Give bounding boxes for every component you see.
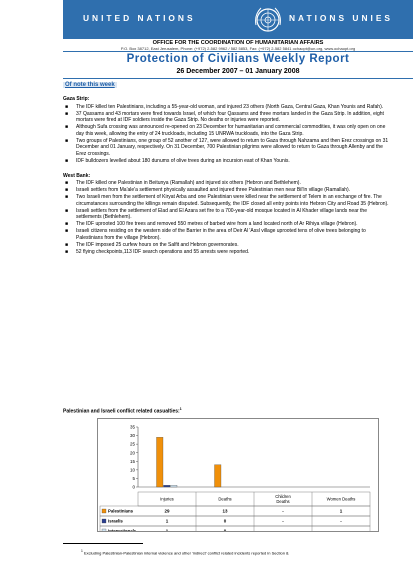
data-label: 1 xyxy=(165,528,169,531)
list-item: ■ The IDF imposed 25 curfew hours on the Salfit and Hebron governorates. xyxy=(65,241,239,248)
legend-swatch xyxy=(102,529,106,531)
list-item: ■ Although Sufa crossing was announced re-opened on 23 December for humanitarian and commercial commodities, it was only open on one day this week, allowing the entry of 24 truckloads, including 15 UNRWA truckloads, into the Gaza Strip. xyxy=(65,124,386,137)
bullet-icon: ■ xyxy=(65,207,69,214)
table-row xyxy=(100,516,370,526)
footnote xyxy=(81,549,411,555)
report-body xyxy=(63,96,389,263)
header-divider xyxy=(63,51,413,52)
bar xyxy=(164,485,171,487)
bullet-icon: ■ xyxy=(65,241,69,248)
westbank-bullet-list xyxy=(63,180,389,255)
office-address: P.O. Box 38712, East Jerusalem, Phone: (+972) 2-582 9962 / 582 5853, Fax: (+972) 2-582 5841 ochaopt@un.org, www.ochaopt.org xyxy=(120,46,356,51)
data-label: 0 xyxy=(223,518,227,524)
data-label: 0 xyxy=(223,528,227,531)
footnote-divider xyxy=(63,543,143,544)
footnote-mark: 1 xyxy=(81,549,83,553)
table-row xyxy=(100,526,370,531)
org-name-french: NATIONS UNIES xyxy=(289,13,393,23)
bullet-icon: ■ xyxy=(65,137,69,144)
org-name-english: UNITED NATIONS xyxy=(83,13,196,23)
list-item: ■ 52 flying checkpoints,113 IDF search operations and 55 arrests were reported. xyxy=(65,248,250,255)
y-tick-label: 20 xyxy=(129,450,135,456)
data-label: 29 xyxy=(164,508,170,514)
bar xyxy=(171,485,178,487)
y-tick-label: 0 xyxy=(132,484,135,490)
casualties-chart xyxy=(97,418,379,532)
data-label: 1 xyxy=(165,518,169,524)
legend-swatch xyxy=(102,509,106,513)
y-tick-label: 10 xyxy=(129,467,135,473)
bullet-icon: ■ xyxy=(65,103,69,110)
x-tick-label: Women Deaths xyxy=(326,496,356,502)
office-name: OFFICE FOR THE COORDINATION OF HUMANITARIAN AFFAIRS xyxy=(152,40,324,46)
list-item: ■ Two Israeli men from the settlement of Kiryat Arba and one Palestinian were killed near the settlement of Telem in an exchange of fire. The circumstances surrounding the killings remain disputed. Subsequently, the IDF closed all entry points into Hebron City and Road 35 (Hebron). xyxy=(65,194,389,207)
bullet-icon: ■ xyxy=(65,180,69,187)
bullet-icon: ■ xyxy=(65,110,69,117)
report-title: Protection of Civilians Weekly Report xyxy=(126,53,350,65)
legend-label: Palestinians xyxy=(108,508,134,514)
list-item: ■ The IDF uprooted 100 fire trees and removed 550 metres of barbed wire from a land located north of Ar Rihiya village (Hebron). xyxy=(65,221,358,228)
un-banner xyxy=(63,0,413,39)
data-label: - xyxy=(282,528,284,531)
list-item: ■ The IDF killed one Palestinian in Beitunya (Ramallah) and injured six others (Hebron and Bethlehem). xyxy=(65,180,301,187)
legend-label: Israelis xyxy=(108,518,123,524)
list-item: ■ Israeli citizens residing on the western side of the Barrier in the area of Deir Al 'Assl village uprooted tens of olive trees belonging to Palestinians from the village (Hebron). xyxy=(65,228,366,241)
x-tick-label: Deaths xyxy=(276,499,290,504)
un-emblem-icon xyxy=(251,3,285,37)
data-label: - xyxy=(340,518,342,524)
list-item: ■ Two groups of Palestinians, one group of 52 another of 127, were allowed to return to Gaza through Nahzama and then Erez crossings on 31 December and 01 January, respectively. On 31 December, 700 Palestinian pilgrims were allowed to return to Gaza through Allenby and the Erez crossings. xyxy=(65,137,389,157)
bullet-icon: ■ xyxy=(65,221,69,228)
data-label: - xyxy=(340,528,342,531)
bullet-icon: ■ xyxy=(65,194,69,201)
list-item: ■ 37 Qassams and 43 mortars were fired towards Israel, of which four Qassams and three mortars landed in the Gaza Strip. In addition, eight mortars were fired at IDF soldiers inside the Gaza Strip. No deaths or injuries were reported. xyxy=(65,110,384,124)
westbank-heading: West Bank: xyxy=(63,172,91,179)
x-tick-label: Injuries xyxy=(160,496,174,502)
bar xyxy=(215,465,222,487)
y-tick-label: 35 xyxy=(129,424,135,430)
y-tick-label: 15 xyxy=(129,458,135,464)
x-tick-label: Deaths xyxy=(218,496,232,502)
data-label: - xyxy=(282,518,284,524)
data-label: 13 xyxy=(222,508,228,514)
y-tick-label: 30 xyxy=(129,433,135,439)
chart-caption-footnote-mark: 1 xyxy=(179,407,182,411)
title-divider xyxy=(63,78,413,79)
bar xyxy=(157,437,164,487)
bullet-icon: ■ xyxy=(65,248,69,255)
bullet-icon: ■ xyxy=(65,187,69,194)
bullet-icon: ■ xyxy=(65,157,69,164)
bullet-icon: ■ xyxy=(65,228,69,235)
legend-swatch xyxy=(102,519,106,523)
report-dates: 26 December 2007 – 01 January 2008 xyxy=(176,68,300,75)
list-item: ■ The IDF killed ten Palestinians, including a 55-year-old woman, and injured 23 others (North Gaza, Central Gaza, Khan Younis and Rafah). xyxy=(65,103,384,110)
gaza-heading: Gaza Strip: xyxy=(63,96,90,102)
casualties-chart-svg xyxy=(98,419,378,531)
data-label: - xyxy=(282,508,284,514)
footnote-text: Excluding Palestinian-Palestinian internal violence and other 'indirect' conflict related incidents reported in Section 8. xyxy=(83,550,290,556)
list-item: ■ IDF bulldozers levelled about 180 dunums of olive trees during an incursion east of Khan Younis. xyxy=(65,157,290,164)
bullet-icon: ■ xyxy=(65,124,69,131)
legend-label: Internationals xyxy=(108,528,137,531)
x-tick-label: Children xyxy=(275,494,291,499)
list-item: ■ Israeli settlers from Ma'ale'a settlement physically assaulted and injured three Palestinian men near Bil'in village (Ramallah). xyxy=(65,187,351,194)
data-label: 1 xyxy=(339,508,343,514)
y-tick-label: 5 xyxy=(132,476,135,482)
chart-caption: Palestinian and Israeli conflict related casualties:$^1$ xyxy=(63,407,182,415)
table-row xyxy=(100,506,370,516)
gaza-bullet-list xyxy=(63,104,389,165)
section-label: Of note this week xyxy=(65,82,115,88)
y-tick-label: 25 xyxy=(129,441,135,447)
list-item: ■ Israeli settlers from the settlement of Elad and El Azara set fire to a 700-year-old mosque located in Al Khader village lands near the settlements (Bethlehem). xyxy=(65,207,367,221)
